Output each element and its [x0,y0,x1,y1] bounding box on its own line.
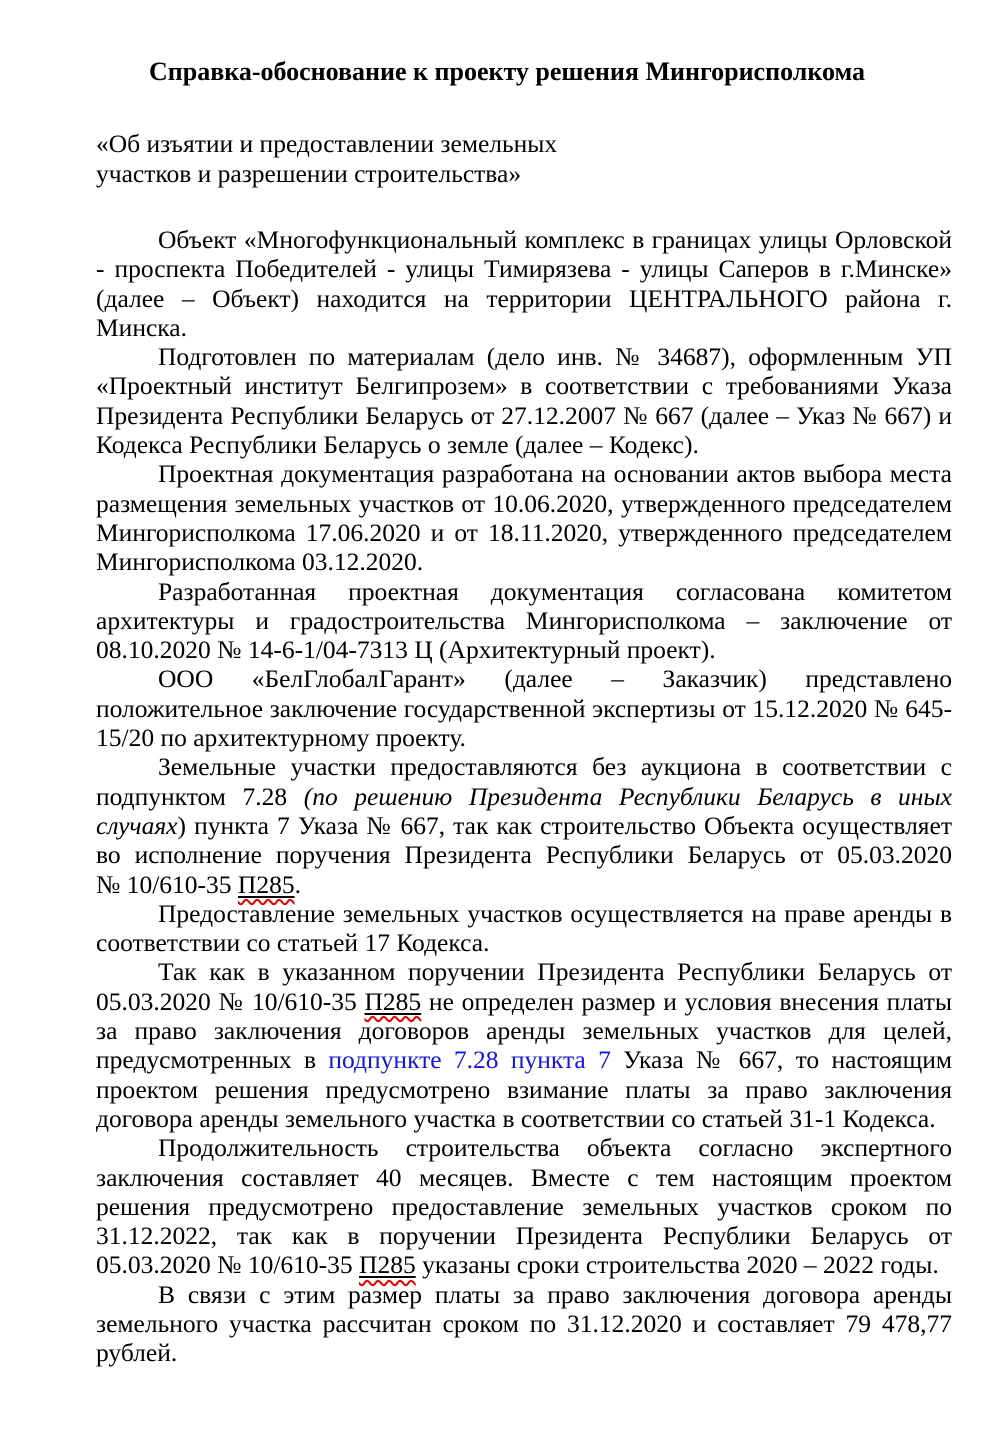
document-body [96,225,959,1368]
text-run: В связи с этим размер платы за право заключения договора аренды земельного участка рассчитан сроком по 31.12.2020 и составляет 79 478,77 рублей. [96,1279,959,1368]
underlined-term [238,870,295,899]
text-run: Продолжительность строительства объекта согласно экспертного заключения составляет 40 месяцев. Вместе с тем настоящим проектом решения предусмотрено предоставление земельных участков сроком по 31.12.2022, так как в поручении Президента Республики Беларусь от 05.03.2020 № 10/610-35 [96,1133,959,1280]
document-content [96,0,959,1368]
underlined-term [365,987,422,1016]
paragraph-8 [96,957,959,1133]
text-run: не определен размер и условия внесения платы за право заключения договоров аренды земельных участков для целей, предусмотренных в [96,986,959,1075]
spellcheck-squiggle: П285 [364,986,422,1016]
text-run: ) пункта 7 Указа № 667, так как строительство Объекта осуществляет во исполнение поручения Президента Республики Беларусь от 05.03.2020 № 10/610-35 [96,810,959,899]
text-run: ООО «БелГлобалГарант» (далее – Заказчик) представлено положительное заключение государственной экспертизы от 15.12.2020 № 645-15/20 по архитектурному проекту. [96,664,959,753]
paragraph-9 [96,1133,959,1280]
text-run: Разработанная проектная документация согласована комитетом архитектуры и градостроительства Мингорисполкома – заключение от 08.10.2020 № 14-6-1/04-7313 Ц (Архитектурный проект). [96,576,959,665]
text-run: Объект «Многофункциональный комплекс в границах улицы Орловской - проспекта Победителей - улицы Тимирязева - улицы Саперов в г.Минске» (далее – Объект) находится на территории ЦЕНТРАЛЬНОГО района г. Минска. [96,225,959,342]
text-run: Земельные участки предоставляются без аукциона в соответствии с подпунктом 7.28 [96,752,959,811]
text-run: (по решению Президента Республики Беларусь в иных случаях [96,781,959,840]
paragraph-3 [96,459,959,577]
spellcheck-squiggle: П285 [237,869,295,899]
paragraph-2 [96,342,959,460]
paragraph-4 [96,576,959,665]
subtitle-line-1: «Об изъятии и предоставлении земельных [96,129,558,158]
text-run: Указа № 667, то настоящим проектом решения предусмотрено взимание платы за право заключения договора аренды земельного участка в соответствии со статьей 31-1 Кодекса. [96,1045,959,1133]
text-run: Предоставление земельных участков осуществляется на праве аренды в соответствии со статьей 17 Кодекса. [96,898,959,958]
document-subtitle [96,129,952,189]
paragraph-5 [96,664,959,753]
paragraph-7 [96,898,959,958]
spellcheck-squiggle: П285 [359,1250,416,1280]
text-run: указаны сроки строительства 2020 – 2022 годы. [415,1250,939,1280]
hyperlink-reference[interactable]: подпункте 7.28 пункта 7 [328,1045,611,1075]
document-title: Справка-обоснование к проекту решения Мингорисполкома [148,57,865,86]
paragraph-1 [96,225,959,342]
underlined-term [359,1250,416,1279]
paragraph-10 [96,1279,959,1368]
text-run: Так как в указанном поручении Президента Республики Беларусь от 05.03.2020 № 10/610-35 [96,957,959,1016]
text-run: Проектная документация разработана на основании актов выбора места размещения земельных участков от 10.06.2020, утвержденного председателем Мингорисполкома 17.06.2020 и от 18.11.2020, утвержденного председателем Мингорисполкома 03.12.2020. [96,459,959,577]
text-run: . [294,869,301,899]
paragraph-6 [96,752,959,899]
subtitle-line-2: участков и разрешении строительства» [96,159,522,188]
text-run: Подготовлен по материалам (дело инв. № 34687), оформленным УП «Проектный институт Белгипрозем» в соответствии с требованиями Указа Президента Республики Беларусь от 27.12.2007 № 667 (далее – Указ № 667) и Кодекса Республики Беларусь о земле (далее – Кодекс). [96,342,959,460]
